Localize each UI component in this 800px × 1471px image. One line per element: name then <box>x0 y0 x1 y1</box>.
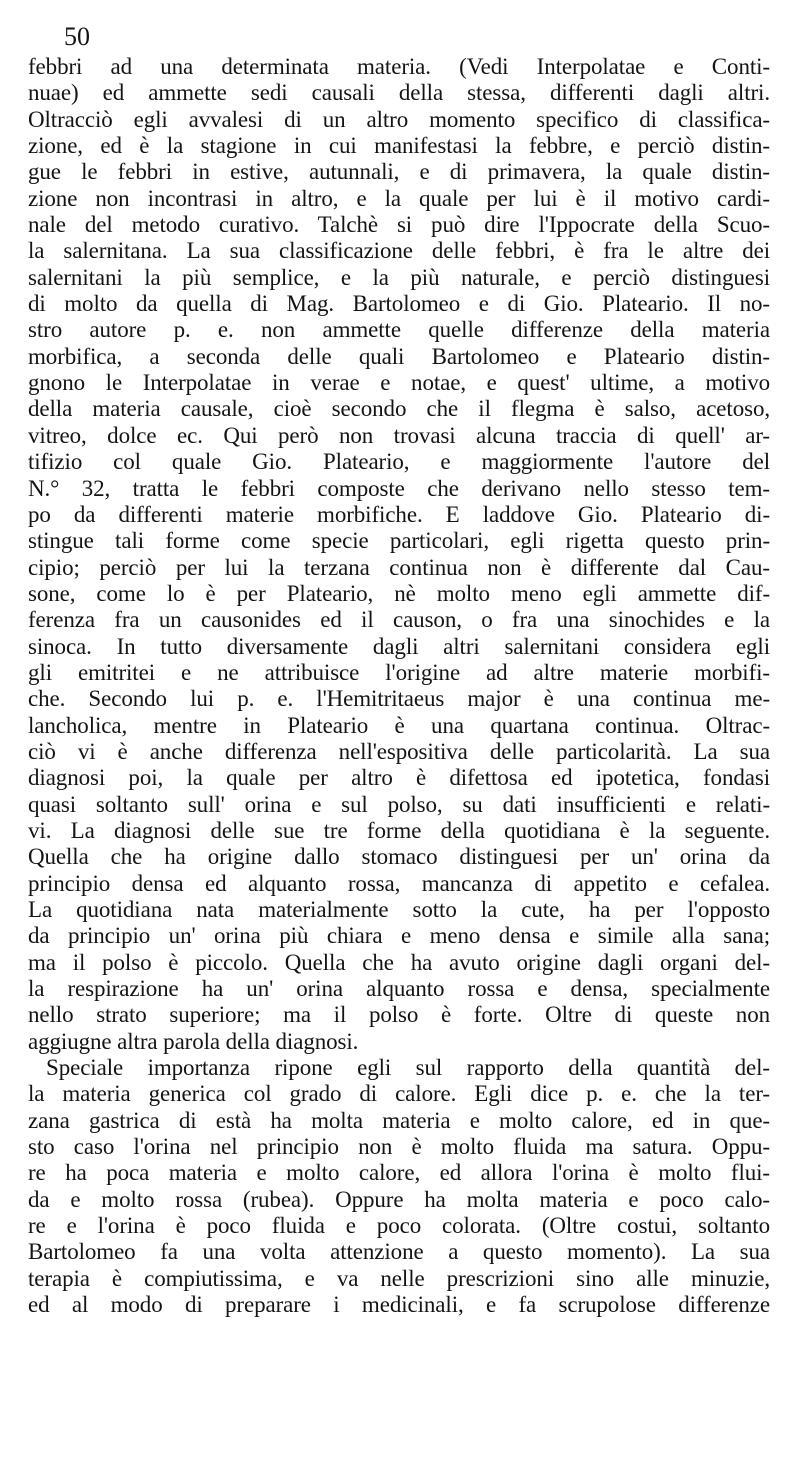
page-number: 50 <box>64 22 90 51</box>
text-line: la materia generica col grado di calore. Egli dice p. e. che la ter- <box>28 1081 770 1107</box>
text-line: la respirazione ha un' orina alquanto rossa e densa, specialmente <box>28 976 770 1002</box>
text-line: vi. La diagnosi delle sue tre forme della quotidiana è la seguente. <box>28 817 770 843</box>
text-line: diagnosi poi, la quale per altro è difettosa ed ipotetica, fondasi <box>28 765 770 791</box>
text-line: che. Secondo lui p. e. l'Hemitritaeus major è una continua me- <box>28 686 770 712</box>
text-line: la salernitana. La sua classificazione delle febbri, è fra le altre dei <box>28 238 770 264</box>
text-line: nale del metodo curativo. Talchè si può dire l'Ippocrate della Scuo- <box>28 212 770 238</box>
text-line: tifizio col quale Gio. Plateario, e maggiormente l'autore del <box>28 449 770 475</box>
text-line: Speciale importanza ripone egli sul rapporto della quantità del- <box>46 1055 770 1081</box>
text-line: zione, ed è la stagione in cui manifestasi la febbre, e perciò distin- <box>28 133 770 159</box>
text-line: re e l'orina è poco fluida e poco colorata. (Oltre costui, soltanto <box>28 1213 770 1239</box>
text-line: gli emitritei e ne attribuisce l'origine ad altre materie morbifi- <box>28 659 770 685</box>
text-line: terapia è compiutissima, e va nelle prescrizioni sino alle minuzie, <box>28 1265 770 1291</box>
text-line: zana gastrica di està ha molta materia e molto calore, ed in que- <box>28 1107 770 1133</box>
text-line: della materia causale, cioè secondo che il flegma è salso, acetoso, <box>28 396 770 422</box>
text-line: zione non incontrasi in altro, e la quale per lui è il motivo cardi- <box>28 185 770 211</box>
text-line: po da differenti materie morbifiche. E laddove Gio. Plateario di- <box>28 501 770 527</box>
text-line: Quella che ha origine dallo stomaco distinguesi per un' orina da <box>28 844 770 870</box>
text-line: stro autore p. e. non ammette quelle differenze della materia <box>28 317 770 343</box>
text-line: sinoca. In tutto diversamente dagli altri salernitani considera egli <box>28 633 770 659</box>
text-line: sone, come lo è per Plateario, nè molto meno egli ammette dif- <box>28 580 770 606</box>
text-line: nello strato superiore; ma il polso è forte. Oltre di queste non <box>28 1002 770 1028</box>
text-line: nuae) ed ammette sedi causali della stessa, differenti dagli altri. <box>28 80 770 106</box>
text-line: cipio; perciò per lui la terzana continua non è differente dal Cau- <box>28 554 770 580</box>
text-line: lancholica, mentre in Plateario è una quartana continua. Oltrac- <box>28 712 770 738</box>
text-line: ferenza fra un causonides ed il causon, o fra una sinochides e la <box>28 607 770 633</box>
text-line: Oltracciò egli avvalesi di un altro momento specifico di classifica- <box>28 106 770 132</box>
text-line: Bartolomeo fa una volta attenzione a questo momento). La sua <box>28 1239 770 1265</box>
text-line: N.° 32, tratta le febbri composte che derivano nello stesso tem- <box>28 475 770 501</box>
text-line: re ha poca materia e molto calore, ed allora l'orina è molto flui- <box>28 1160 770 1186</box>
text-line: La quotidiana nata materialmente sotto la cute, ha per l'opposto <box>28 897 770 922</box>
text-line: aggiugne altra parola della diagnosi. <box>28 1028 359 1054</box>
text-line: salernitani la più semplice, e la più naturale, e perciò distinguesi <box>28 264 770 290</box>
text-line: da principio un' orina più chiara e meno densa e simile alla sana; <box>28 923 770 949</box>
text-line: gue le febbri in estive, autunnali, e di primavera, la quale distin- <box>28 159 770 185</box>
text-line: ma il polso è piccolo. Quella che ha avuto origine dagli organi del- <box>28 949 770 975</box>
text-line: principio densa ed alquanto rossa, mancanza di appetito e cefalea. <box>28 870 770 896</box>
text-line: sto caso l'orina nel principio non è molto fluida ma satura. Oppu- <box>28 1134 770 1160</box>
text-line: ed al modo di preparare i medicinali, e fa scrupolose differenze <box>28 1292 770 1318</box>
text-line: quasi soltanto sull' orina e sul polso, su dati insufficienti e relati- <box>28 791 770 817</box>
body-text <box>28 54 770 1319</box>
text-line: gnono le Interpolatae in verae e notae, e quest' ultime, a motivo <box>28 370 770 396</box>
text-line: ciò vi è anche differenza nell'espositiva delle particolarità. La sua <box>28 738 770 764</box>
text-line: di molto da quella di Mag. Bartolomeo e di Gio. Plateario. Il no- <box>28 291 770 317</box>
text-line: stingue tali forme come specie particolari, egli rigetta questo prin- <box>28 528 770 554</box>
text-line: vitreo, dolce ec. Qui però non trovasi alcuna traccia di quell' ar- <box>28 422 770 448</box>
text-line: da e molto rossa (rubea). Oppure ha molta materia e poco calo- <box>28 1186 770 1212</box>
text-line: morbifica, a seconda delle quali Bartolomeo e Plateario distin- <box>28 343 770 369</box>
text-line: febbri ad una determinata materia. (Vedi Interpolatae e Conti- <box>28 54 770 79</box>
